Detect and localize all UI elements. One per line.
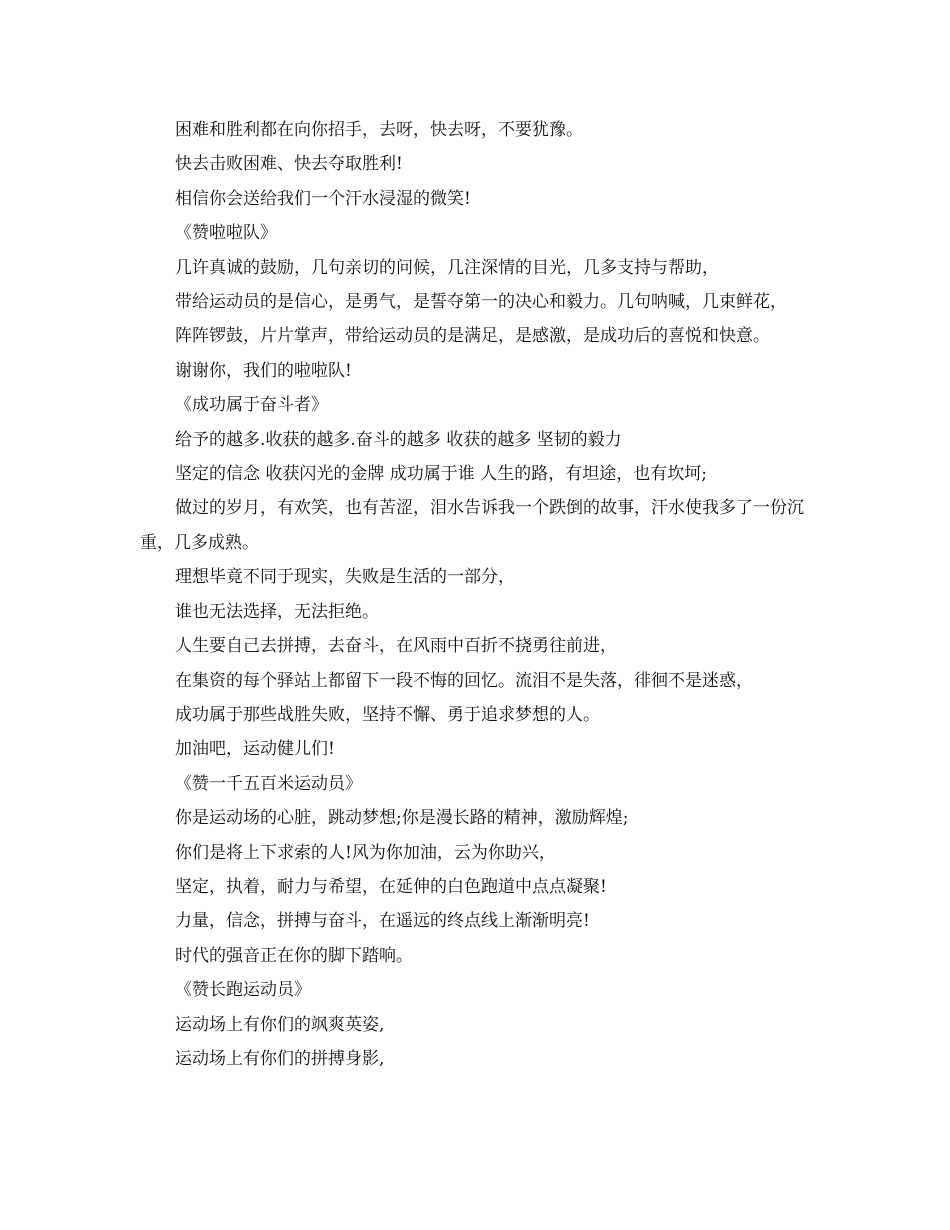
section-title: 《赞长跑运动员》: [175, 980, 311, 1001]
paragraph: 理想毕竟不同于现实，失败是生活的一部分，: [175, 567, 515, 588]
section-title: 《赞一千五百米运动员》: [175, 773, 362, 794]
paragraph: 人生要自己去拼搏，去奋斗，在风雨中百折不挠勇往前进，: [175, 636, 617, 657]
paragraph: 加油吧，运动健儿们!: [175, 739, 335, 760]
paragraph: 你是运动场的心脏，跳动梦想;你是漫长路的精神，激励辉煌;: [175, 808, 629, 829]
paragraph: 在集资的每个驿站上都留下一段不悔的回忆。流泪不是失落，徘徊不是迷惑，: [175, 670, 753, 691]
paragraph: 坚定，执着，耐力与希望，在延伸的白色跑道中点点凝聚!: [175, 876, 607, 897]
document-body: [140, 113, 822, 1076]
paragraph: 相信你会送给我们一个汗水浸湿的微笑!: [175, 188, 471, 209]
section-title: 《成功属于奋斗者》: [175, 395, 328, 416]
paragraph: 运动场上有你们的拼搏身影,: [175, 1048, 385, 1069]
paragraph: 阵阵锣鼓，片片掌声，带给运动员的是满足，是感激，是成功后的喜悦和快意。: [175, 326, 770, 347]
paragraph: 谁也无法选择，无法拒绝。: [175, 601, 379, 622]
paragraph: 运动场上有你们的飒爽英姿,: [175, 1014, 385, 1035]
paragraph: 你们是将上下求索的人!风为你加油，云为你助兴，: [175, 842, 556, 863]
paragraph: 做过的岁月，有欢笑，也有苦涩，泪水告诉我一个跌倒的故事，汗水使我多了一份沉重，几多成熟。: [140, 498, 804, 553]
paragraph: 谢谢你，我们的啦啦队!: [175, 360, 352, 381]
paragraph: 给予的越多.收获的越多.奋斗的越多 收获的越多 坚韧的毅力: [175, 429, 622, 450]
paragraph: 时代的强音正在你的脚下踏响。: [175, 945, 413, 966]
paragraph: 带给运动员的是信心，是勇气，是誓夺第一的决心和毅力。几句呐喊，几束鲜花，: [175, 292, 787, 313]
section-title: 《赞啦啦队》: [175, 223, 277, 244]
paragraph: 快去击败困难、快去夺取胜利!: [175, 154, 403, 175]
paragraph: 力量，信念，拼搏与奋斗，在遥远的终点线上渐渐明亮!: [175, 911, 590, 932]
paragraph: 几许真诚的鼓励，几句亲切的问候，几注深情的目光，几多支持与帮助，: [175, 257, 719, 278]
paragraph: 成功属于那些战胜失败，坚持不懈、勇于追求梦想的人。: [175, 704, 600, 725]
paragraph: 困难和胜利都在向你招手，去呀，快去呀，不要犹豫。: [175, 120, 583, 140]
paragraph: 坚定的信念 收获闪光的金牌 成功属于谁 人生的路，有坦途，也有坎坷;: [175, 464, 707, 485]
